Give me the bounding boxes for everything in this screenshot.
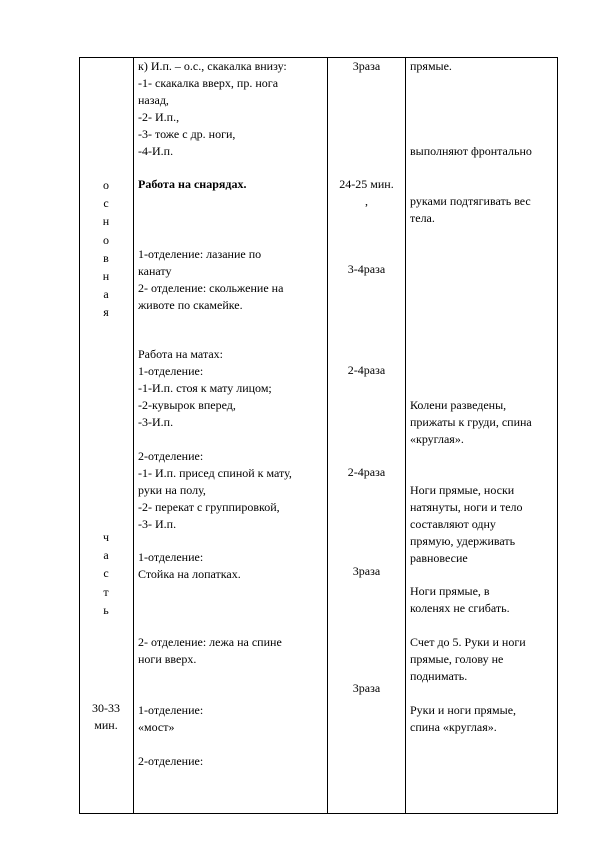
dosage-5: 2-4раза (347, 465, 386, 479)
text-line: Ноги прямые, носки (410, 483, 515, 497)
text-line: , (365, 194, 368, 208)
text-line: животе по скамейке. (138, 298, 243, 312)
letter: н (102, 214, 110, 229)
table-border-right (557, 57, 558, 814)
letter: ч (102, 530, 110, 544)
note-6 (410, 583, 510, 617)
text-line: ноги вверх. (138, 652, 197, 666)
section-label-word2 (79, 528, 133, 619)
exercise-snaryady (138, 246, 283, 314)
text-line: 1-отделение: (138, 550, 204, 564)
exercise-lezha (138, 634, 282, 668)
text-line: 2-отделение: (138, 449, 204, 463)
text-line: 2-отделение: (138, 754, 204, 768)
letter: с (103, 196, 109, 211)
letter: а (103, 548, 109, 563)
exercise-maty-2 (138, 448, 292, 533)
text-line: 24-25 мин. (339, 177, 394, 191)
text-line: 2- отделение: лежа на спине (138, 635, 282, 649)
exercise-skakalka (138, 58, 287, 160)
text-line: 2- отделение: скольжение на (138, 281, 284, 295)
text-line: 1-отделение: (138, 364, 204, 378)
dosage-6: 3раза (352, 564, 381, 578)
text-line: Счет до 5. Руки и ноги (410, 635, 526, 649)
note-4 (410, 397, 532, 448)
text-line: спина «круглая». (410, 720, 497, 734)
time-range: 30-33 (92, 701, 120, 715)
text-line: -3- И.п. (138, 517, 177, 531)
section-time (79, 700, 133, 734)
text-line: коленях не сгибать. (410, 601, 510, 615)
table-border-col4 (405, 57, 406, 814)
section-label-word1 (79, 176, 133, 322)
text-line: натянуты, ноги и тело (410, 500, 523, 514)
letter: н (102, 269, 110, 284)
text-line: 1-отделение: лазание по (138, 247, 262, 261)
text-line: прямую, удерживать (410, 534, 516, 548)
text-line: -3-И.п. (138, 415, 174, 429)
table-border-col3 (327, 57, 328, 814)
letter: ь (103, 602, 109, 617)
letter: т (103, 584, 109, 599)
note-8 (410, 702, 516, 736)
exercise-maty-1 (138, 346, 272, 431)
text-line: «мост» (138, 720, 175, 734)
note-5 (410, 482, 523, 567)
text-line: руки на полу, (138, 483, 206, 497)
text-line: -3- тоже с др. ноги, (138, 127, 236, 141)
letter: о (103, 178, 109, 192)
text-line: 1-отделение: (138, 703, 204, 717)
letter: о (103, 232, 109, 247)
text-line: Ноги прямые, в (410, 584, 490, 598)
text-line: -2- И.п., (138, 110, 180, 124)
text-line: -1- И.п. присед спиной к мату, (138, 466, 292, 480)
text-line: «круглая». (410, 432, 464, 446)
text-line: прижаты к груди, спина (410, 415, 532, 429)
text-line: -1- скакалка вверх, пр. нога (138, 76, 279, 90)
letter: а (103, 287, 109, 302)
text-line: Работа на матах: (138, 347, 223, 361)
time-unit: мин. (94, 718, 118, 732)
text-line: канату (138, 264, 172, 278)
dosage-3: 3-4раза (347, 262, 386, 276)
note-7 (410, 634, 526, 685)
text-line: к) И.п. – о.с., скакалка внизу: (138, 59, 287, 73)
note-1: прямые. (410, 59, 452, 73)
exercise-last (138, 753, 203, 770)
dosage-7: 3раза (352, 681, 381, 695)
text-line: тела. (410, 211, 435, 225)
text-line: Стойка на лопатках. (138, 567, 241, 581)
text-line: -2-кувырок вперед, (138, 398, 236, 412)
letter: в (103, 250, 109, 265)
table-bottom-border (79, 813, 557, 814)
note-2: выполняют фронтально (410, 144, 532, 158)
text-line: -1-И.п. стоя к мату лицом; (138, 381, 272, 395)
dosage-2 (328, 176, 405, 210)
exercise-lopatki (138, 549, 241, 583)
text-line: -2- перекат с группировкой, (138, 500, 280, 514)
text-line: равновесие (410, 551, 468, 565)
exercise-snaryady-title: Работа на снарядах. (138, 177, 247, 191)
text-line: назад, (138, 93, 169, 107)
text-line: поднимать. (410, 669, 468, 683)
text-line: составляют одну (410, 517, 496, 531)
dosage-1: 3раза (352, 59, 381, 73)
text-line: Руки и ноги прямые, (410, 703, 517, 717)
table-border-col2 (133, 57, 134, 814)
letter: с (103, 566, 109, 581)
dosage-4: 2-4раза (347, 363, 386, 377)
letter: я (103, 305, 109, 320)
text-line: руками подтягивать вес (410, 194, 531, 208)
text-line: прямые, голову не (410, 652, 504, 666)
text-line: Колени разведены, (410, 398, 507, 412)
note-3 (410, 193, 531, 227)
exercise-most (138, 702, 203, 736)
text-line: -4-И.п. (138, 144, 174, 158)
